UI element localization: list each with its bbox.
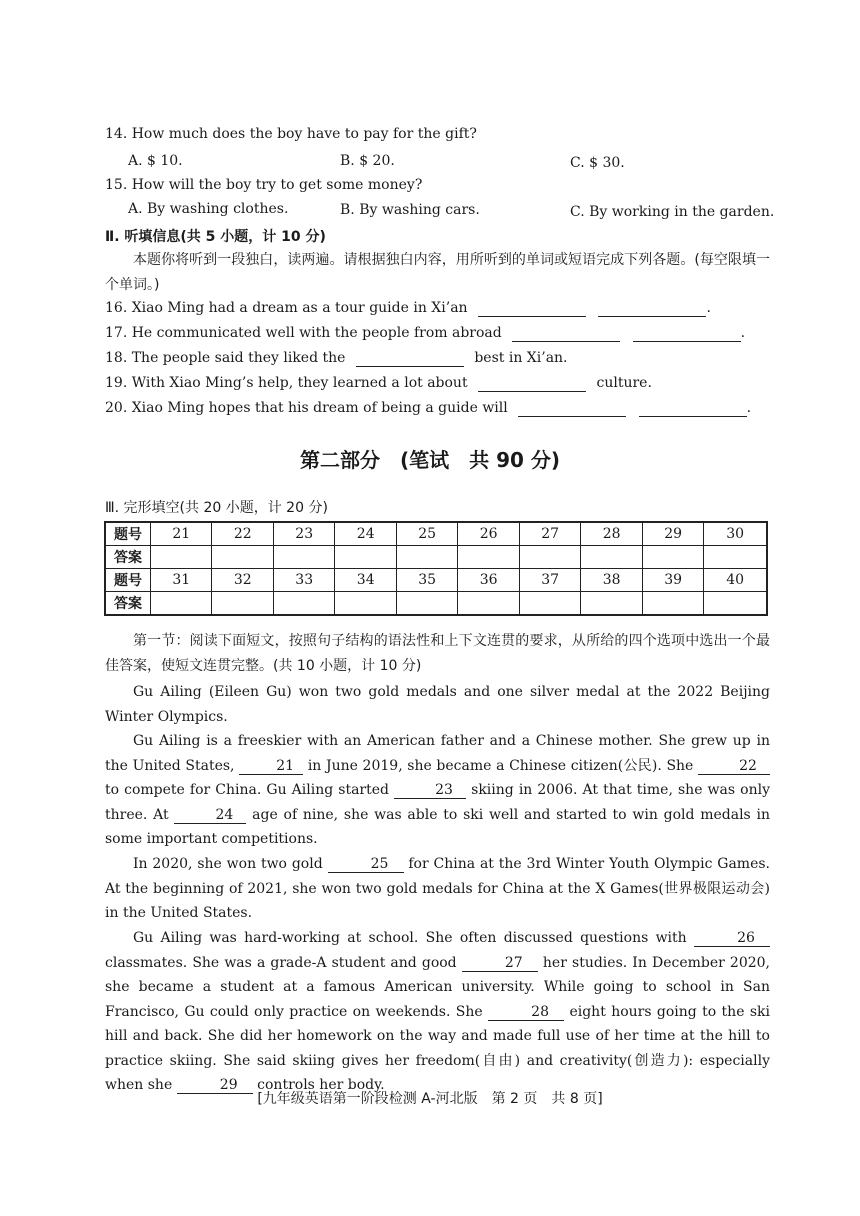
q14-option-a: A. $ 10. bbox=[128, 153, 183, 169]
p4-text-2: classmates. She was a grade-A student and good bbox=[105, 954, 457, 971]
answer-cell-24[interactable] bbox=[335, 546, 396, 569]
label-question-no: 题号 bbox=[105, 522, 151, 546]
question-15-stem: 15. How will the boy try to get some money? bbox=[105, 177, 423, 193]
question-number-26: 26 bbox=[458, 522, 519, 546]
section-3-heading: Ⅲ. 完形填空(共 20 小题，计 20 分) bbox=[105, 500, 328, 516]
answer-cell-37[interactable] bbox=[519, 592, 580, 616]
blank-29[interactable]: 29 bbox=[177, 1077, 253, 1094]
question-number-28: 28 bbox=[581, 522, 642, 546]
blank-25[interactable]: 25 bbox=[328, 856, 404, 873]
question-number-34: 34 bbox=[335, 569, 396, 592]
q20-blank-1[interactable] bbox=[518, 400, 626, 417]
answer-cell-38[interactable] bbox=[581, 592, 642, 616]
p2-text-4: skiing in 2006. At that time, she was only three. At bbox=[105, 782, 770, 823]
question-number-25: 25 bbox=[396, 522, 457, 546]
passage-paragraph-4 bbox=[105, 926, 770, 1098]
question-number-23: 23 bbox=[273, 522, 334, 546]
question-18 bbox=[105, 350, 568, 367]
blank-22[interactable]: 22 bbox=[698, 758, 770, 775]
q15-option-a: A. By washing clothes. bbox=[128, 201, 289, 217]
answer-cell-29[interactable] bbox=[642, 546, 703, 569]
answer-cell-27[interactable] bbox=[519, 546, 580, 569]
answer-cell-36[interactable] bbox=[458, 592, 519, 616]
answer-table bbox=[104, 521, 768, 616]
answer-cell-39[interactable] bbox=[642, 592, 703, 616]
q15-option-c: C. By working in the garden. bbox=[570, 204, 775, 220]
blank-21[interactable]: 21 bbox=[239, 758, 303, 775]
q20-end: . bbox=[746, 400, 752, 416]
answer-cell-40[interactable] bbox=[704, 592, 767, 616]
answer-cell-22[interactable] bbox=[212, 546, 273, 569]
q20-blank-2[interactable] bbox=[639, 400, 747, 417]
p2-text-1: Gu Ailing is a freeskier with an American father and a Chinese mother. She grew up in the United States, bbox=[105, 733, 770, 774]
question-number-40: 40 bbox=[704, 569, 767, 592]
question-number-38: 38 bbox=[581, 569, 642, 592]
question-19 bbox=[105, 375, 652, 392]
question-number-21: 21 bbox=[151, 522, 212, 546]
question-number-30: 30 bbox=[704, 522, 767, 546]
part-2-title: 第二部分 (笔试 共 90 分) bbox=[299, 448, 561, 472]
question-number-39: 39 bbox=[642, 569, 703, 592]
answer-cell-33[interactable] bbox=[273, 592, 334, 616]
answer-cell-31[interactable] bbox=[151, 592, 212, 616]
p4-text-5: controls her body. bbox=[257, 1077, 385, 1093]
section-2-heading: Ⅱ. 听填信息(共 5 小题，计 10 分) bbox=[105, 229, 326, 245]
answer-cell-21[interactable] bbox=[151, 546, 212, 569]
q14-option-b: B. $ 20. bbox=[340, 153, 395, 169]
question-number-33: 33 bbox=[273, 569, 334, 592]
label-answer: 答案 bbox=[105, 546, 151, 569]
q16-end: . bbox=[706, 300, 711, 316]
answer-cell-23[interactable] bbox=[273, 546, 334, 569]
question-17 bbox=[105, 325, 745, 342]
q18-end: best in Xi’an. bbox=[474, 350, 568, 366]
p3-text-1: In 2020, she won two gold bbox=[133, 856, 323, 872]
page-footer: [九年级英语第一阶段检测 A-河北版 第 2 页 共 8 页] bbox=[257, 1091, 603, 1107]
label-question-no-2: 题号 bbox=[105, 569, 151, 592]
q16-blank-2[interactable] bbox=[598, 300, 706, 317]
blank-28[interactable]: 28 bbox=[488, 1004, 564, 1021]
question-number-32: 32 bbox=[212, 569, 273, 592]
table-row-answers-2 bbox=[105, 592, 767, 616]
blank-24[interactable]: 24 bbox=[174, 807, 246, 824]
p2-text-3: to compete for China. Gu Ailing started bbox=[105, 782, 389, 798]
question-number-29: 29 bbox=[642, 522, 703, 546]
question-20 bbox=[105, 400, 751, 417]
q17-blank-1[interactable] bbox=[512, 325, 620, 342]
q18-blank[interactable] bbox=[356, 350, 464, 367]
blank-23[interactable]: 23 bbox=[394, 782, 466, 799]
table-row-numbers-2 bbox=[105, 569, 767, 592]
question-number-24: 24 bbox=[335, 522, 396, 546]
answer-cell-30[interactable] bbox=[704, 546, 767, 569]
answer-cell-32[interactable] bbox=[212, 592, 273, 616]
q16-blank-1[interactable] bbox=[478, 300, 586, 317]
q18-text: 18. The people said they liked the bbox=[105, 350, 346, 366]
q16-text: 16. Xiao Ming had a dream as a tour guide in Xi’an bbox=[105, 300, 468, 316]
p2-text-2: in June 2019, she became a Chinese citizen(公民). She bbox=[307, 757, 694, 774]
question-14-stem: 14. How much does the boy have to pay for the gift? bbox=[105, 126, 477, 142]
question-number-35: 35 bbox=[396, 569, 457, 592]
passage-paragraph-1: Gu Ailing (Eileen Gu) won two gold medals and one silver medal at the 2022 Beijing Winter Olympics. bbox=[105, 684, 770, 725]
p4-text-3: her studies. In December 2020, she became a student at a famous American university. While going to school in San Francisco, Gu could only practice on weekends. She bbox=[105, 954, 771, 1020]
section-3-instruction: 第一节：阅读下面短文，按照句子结构的语法性和上下文连贯的要求，从所给的四个选项中选出一个最佳答案，使短文连贯完整。(共 10 小题，计 10 分) bbox=[105, 633, 770, 674]
q19-text: 19. With Xiao Ming’s help, they learned a lot about bbox=[105, 375, 468, 391]
q19-end: culture. bbox=[596, 375, 652, 391]
p3-text-2: for China at the 3rd Winter Youth Olympic Games. At the beginning of 2021, she won two gold medals for China at the X Games(世界极限运动会) in the United States. bbox=[105, 856, 771, 921]
answer-cell-34[interactable] bbox=[335, 592, 396, 616]
answer-cell-28[interactable] bbox=[581, 546, 642, 569]
label-answer-2: 答案 bbox=[105, 592, 151, 616]
table-row-answers-1 bbox=[105, 546, 767, 569]
question-number-22: 22 bbox=[212, 522, 273, 546]
q17-blank-2[interactable] bbox=[633, 325, 741, 342]
answer-cell-35[interactable] bbox=[396, 592, 457, 616]
question-number-27: 27 bbox=[519, 522, 580, 546]
q17-end: . bbox=[740, 325, 746, 341]
p4-text-1: Gu Ailing was hard-working at school. She often discussed questions with bbox=[133, 930, 687, 946]
answer-cell-26[interactable] bbox=[458, 546, 519, 569]
q14-option-c: C. $ 30. bbox=[570, 155, 625, 171]
q20-text: 20. Xiao Ming hopes that his dream of being a guide will bbox=[105, 400, 508, 416]
q15-option-b: B. By washing cars. bbox=[340, 202, 480, 218]
blank-27[interactable]: 27 bbox=[462, 955, 538, 972]
question-number-31: 31 bbox=[151, 569, 212, 592]
q19-blank[interactable] bbox=[478, 375, 586, 392]
blank-26[interactable]: 26 bbox=[694, 930, 770, 947]
p4-text-4: eight hours going to the ski hill and back. She did her homework on the way and made full use of her time at the hill to practice skiing. She said skiing gives her freedom(自由) and creativity(创造力): especially when she bbox=[105, 1003, 770, 1093]
question-number-37: 37 bbox=[519, 569, 580, 592]
section-2-instruction: 本题你将听到一段独白，读两遍。请根据独白内容，用所听到的单词或短语完成下列各题。(每空限填一个单词。) bbox=[105, 252, 770, 293]
passage-paragraph-2 bbox=[105, 729, 770, 852]
p2-text-5: age of nine, she was able to ski well and started to win gold medals in some important competitions. bbox=[105, 806, 771, 847]
answer-cell-25[interactable] bbox=[396, 546, 457, 569]
question-number-36: 36 bbox=[458, 569, 519, 592]
question-16 bbox=[105, 300, 711, 317]
q17-text: 17. He communicated well with the people from abroad bbox=[105, 325, 502, 341]
table-row-numbers-1 bbox=[105, 522, 767, 546]
passage-paragraph-3 bbox=[105, 852, 770, 926]
